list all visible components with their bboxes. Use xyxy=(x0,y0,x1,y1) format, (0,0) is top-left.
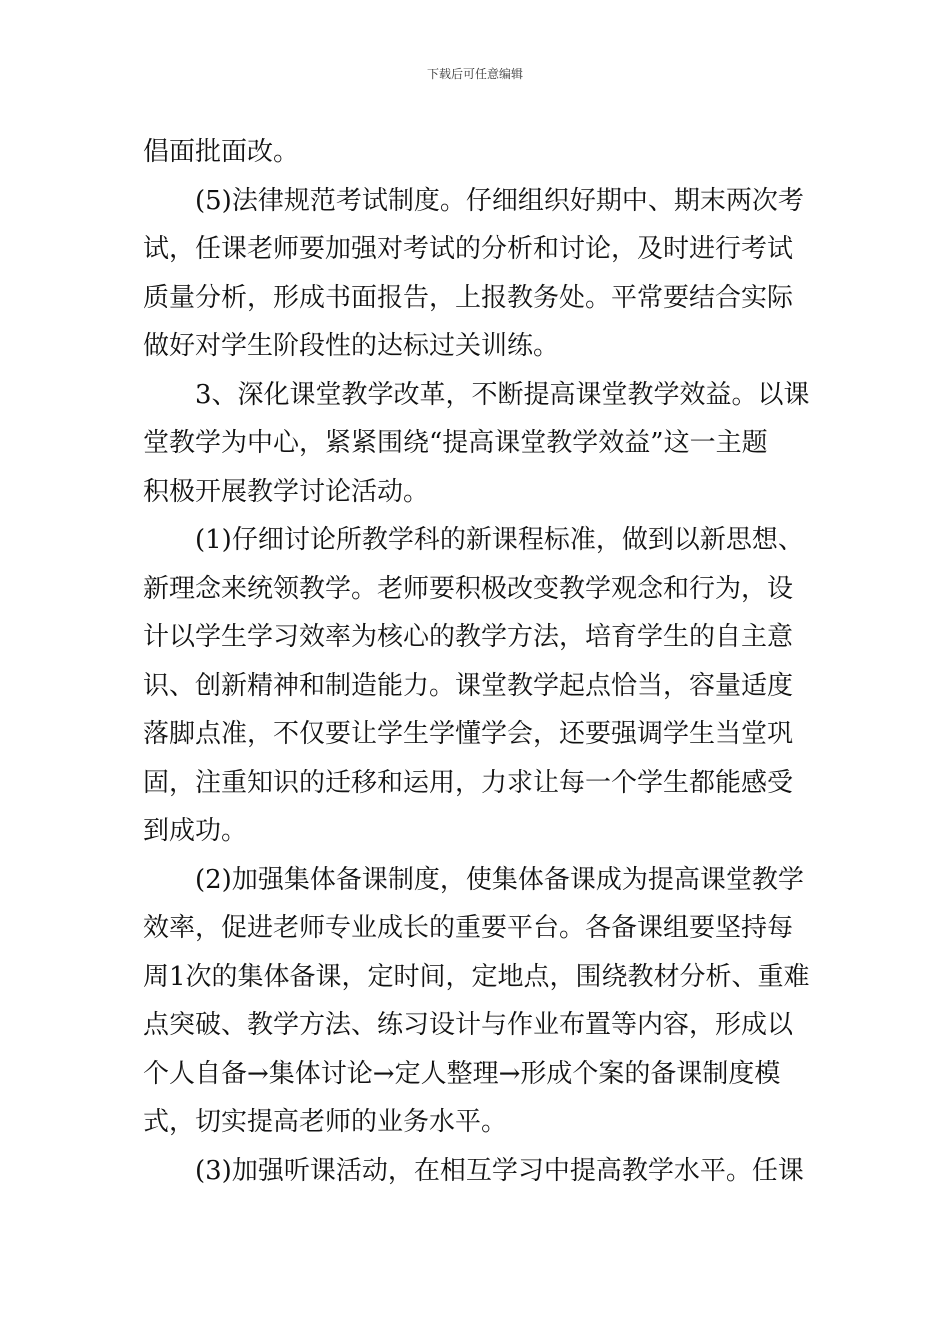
text-line: 倡面批面改。 xyxy=(143,137,300,167)
text-line: 周1次的集体备课，定时间，定地点，围绕教材分析、重难 xyxy=(143,961,810,992)
text-line: 计以学生学习效率为核心的教学方法，培育学生的自主意 xyxy=(143,622,794,652)
text-line: 做好对学生阶段性的达标过关训练。 xyxy=(143,331,560,361)
text-line: 试，任课老师要加强对考试的分析和讨论，及时进行考试 xyxy=(143,234,794,264)
text-line: 效率，促进老师专业成长的重要平台。各备课组要坚持每 xyxy=(143,913,794,943)
text-line: 新理念来统领教学。老师要积极改变教学观念和行为，设 xyxy=(143,573,794,604)
text-line: 堂教学为中心，紧紧围绕“提高课堂教学效益”这一主题 xyxy=(143,428,768,458)
text-line: 式，切实提高老师的业务水平。 xyxy=(143,1107,508,1137)
text-line: 固，注重知识的迁移和运用，力求让每一个学生都能感受 xyxy=(143,767,794,798)
text-line: 个人自备→集体讨论→定人整理→形成个案的备课制度模 xyxy=(143,1058,781,1089)
text-line: 3、深化课堂教学改革，不断提高课堂教学效益。以课 xyxy=(195,379,810,410)
text-line: (5)法律规范考试制度。仔细组织好期中、期末两次考 xyxy=(195,185,804,216)
text-line: 到成功。 xyxy=(143,816,248,846)
text-line: (2)加强集体备课制度，使集体备课成为提高课堂教学 xyxy=(195,864,804,895)
text-line: 识、创新精神和制造能力。课堂教学起点恰当，容量适度 xyxy=(143,670,794,701)
document-body xyxy=(143,128,810,1195)
text-line: 积极开展教学讨论活动。 xyxy=(143,476,430,507)
text-line: (3)加强听课活动，在相互学习中提高教学水平。任课 xyxy=(195,1155,804,1186)
text-line: 质量分析，形成书面报告，上报教务处。平常要结合实际 xyxy=(143,282,794,313)
text-line: 点突破、教学方法、练习设计与作业布置等内容，形成以 xyxy=(143,1010,794,1040)
page-header: 下载后可任意编辑 xyxy=(426,67,523,81)
text-line: 落脚点准，不仅要让学生学懂学会，还要强调学生当堂巩 xyxy=(143,719,794,749)
text-line: (1)仔细讨论所教学科的新课程标准，做到以新思想、 xyxy=(195,525,804,555)
